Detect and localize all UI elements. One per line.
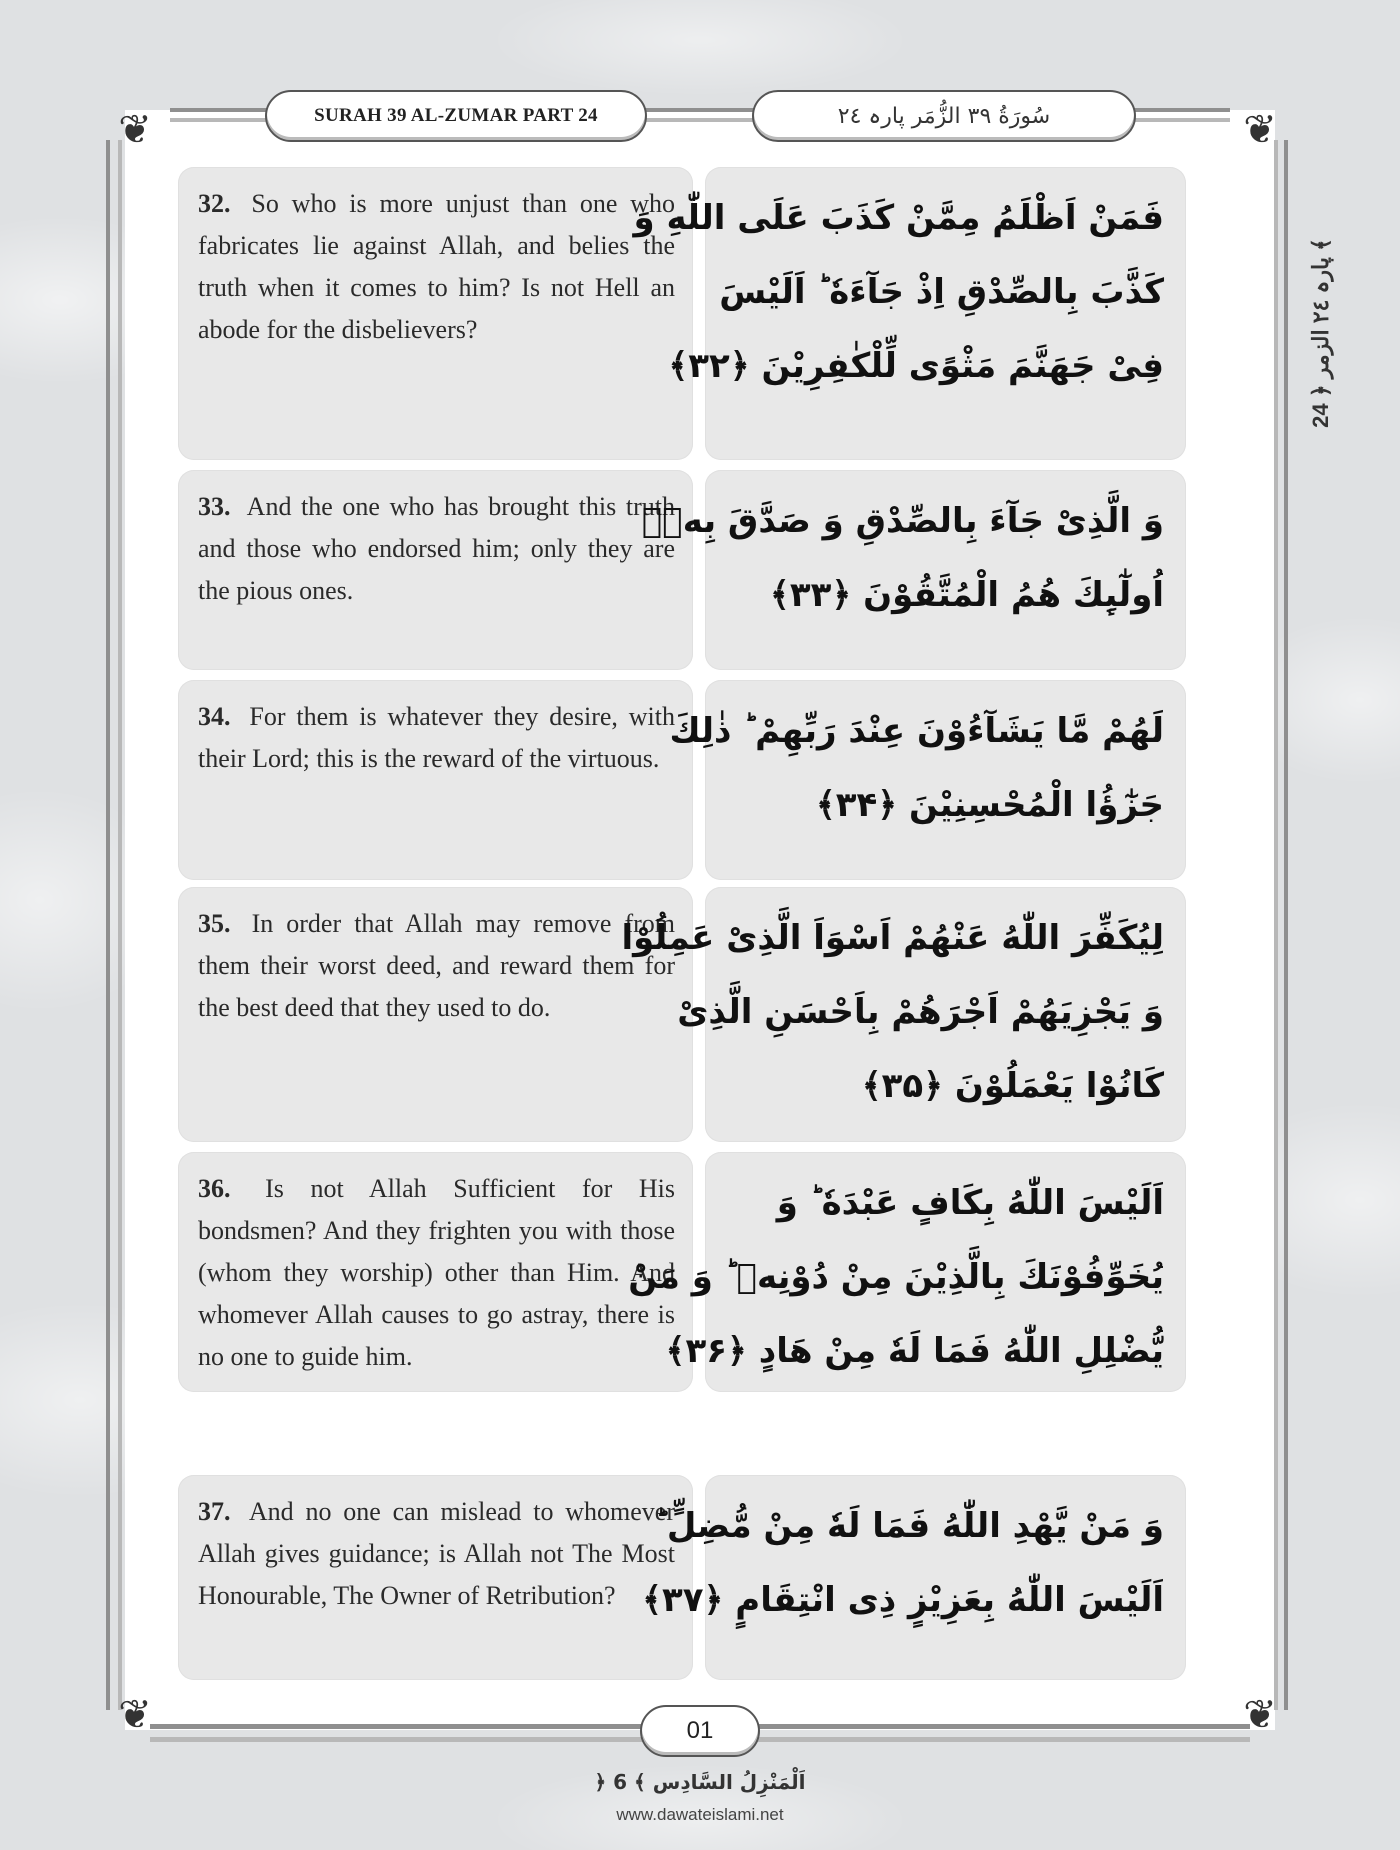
page-number: 01: [686, 1717, 714, 1744]
arabic-line: فَمَنْ اَظْلَمُ مِمَّنْ كَذَبَ عَلَى اللّٰهِ وَ: [633, 198, 1164, 238]
verse-translation-box: [178, 680, 693, 880]
verse-row-34: [178, 680, 1186, 880]
ornament-corner-bottom-left-icon: ❦: [118, 1692, 152, 1737]
page-number-badge: [640, 1705, 760, 1757]
verse-row-35: [178, 887, 1186, 1142]
verse-translation-text: So who is more unjust than one who fabricates lie against Allah, and belies the truth when it comes to him? Is not Hell an abode for the disbelievers?: [198, 189, 675, 344]
verse-translation: [198, 1168, 675, 1378]
manzil-label: ﴿ 6 ﴾ اَلْمَنْزِلُ السَّادِس: [594, 1770, 806, 1794]
verse-translation: [198, 903, 675, 1029]
arabic-line: لِیُكَفِّرَ اللّٰهُ عَنْهُمْ اَسْوَاَ الَّذِیْ عَمِلُوْا: [621, 918, 1164, 958]
arabic-line: اَلَیْسَ اللّٰهُ بِعَزِیْزٍ ذِی انْتِقَامٍ ﴿۳۷﴾: [642, 1580, 1164, 1620]
verse-row-37: [178, 1475, 1186, 1680]
verse-translation-text: In order that Allah may remove from them their worst deed, and reward them for the best deed that they used to do.: [198, 909, 675, 1022]
surah-title-english-text: SURAH 39 AL-ZUMAR PART 24: [314, 105, 598, 126]
arabic-line: اَلَیْسَ اللّٰهُ بِكَافٍ عَبْدَهٗ ؕ وَ: [776, 1183, 1164, 1223]
verse-translation: [198, 1491, 675, 1617]
verse-number: 32.: [198, 189, 231, 218]
verse-arabic-box: [633, 167, 1186, 460]
arabic-line: اُولٰٓىِٕكَ هُمُ الْمُتَّقُوْنَ ﴿۳۳﴾: [769, 575, 1164, 615]
surah-title-english: [265, 90, 647, 142]
arabic-line: كَانُوْا یَعْمَلُوْنَ ﴿۳۵﴾: [861, 1066, 1164, 1106]
verse-translation-text: And no one can mislead to whomever Allah gives guidance; is Allah not The Most Honourable, The Owner of Retribution?: [198, 1497, 675, 1610]
surah-title-arabic: [752, 90, 1136, 142]
arabic-line: یُخَوِّفُوْنَكَ بِالَّذِیْنَ مِنْ دُوْنِهٖ ؕ وَ مَنْ: [628, 1257, 1164, 1297]
verse-translation-text: For them is whatever they desire, with their Lord; this is the reward of the virtuous.: [198, 702, 676, 773]
ornament-corner-top-right-icon: ❦: [1243, 107, 1277, 152]
ornament-corner-bottom-right-icon: ❦: [1243, 1692, 1277, 1737]
verse-translation-box: [178, 887, 693, 1142]
verse-translation-box: [178, 1475, 693, 1680]
verse-arabic-box: [641, 470, 1186, 670]
verse-arabic-box: [621, 887, 1186, 1142]
verse-translation-box: [178, 167, 693, 460]
verse-number: 35.: [198, 909, 231, 938]
frame-right-inner-line: [1274, 140, 1278, 1710]
arabic-line: لَهُمْ مَّا یَشَآءُوْنَ عِنْدَ رَبِّهِمْ ؕ ذٰلِكَ: [669, 711, 1164, 751]
verse-translation-text: And the one who has brought this truth and those who endorsed him; only they are the pious ones.: [198, 492, 675, 605]
frame-right-outer-line: [1284, 140, 1288, 1710]
verse-arabic-box: [642, 1475, 1186, 1680]
verse-arabic-box: [669, 680, 1186, 880]
verse-number: 34.: [198, 702, 231, 731]
verse-translation-box: [178, 470, 693, 670]
verse-translation-text: Is not Allah Sufficient for His bondsmen? And they frighten you with those (whom they worship) other than Him. And whomever Allah causes to go astray, there is no one to guide him.: [198, 1174, 676, 1371]
ornament-corner-top-left-icon: ❦: [118, 107, 152, 152]
arabic-line: وَ یَجْزِیَهُمْ اَجْرَهُمْ بِاَحْسَنِ الَّذِیْ: [677, 992, 1164, 1032]
side-part-text: 24 ﴿ پارہ ٢٤ الزمر ﴾: [1308, 238, 1334, 428]
website-link[interactable]: www.dawateislami.net: [616, 1805, 784, 1824]
surah-title-arabic-text: سُورَةُ ٣٩ الزُّمَر پارہ ٢٤: [837, 103, 1051, 129]
verse-row-32: [178, 167, 1186, 460]
arabic-line: وَ مَنْ یَّهْدِ اللّٰهُ فَمَا لَهٗ مِنْ مُّضِلٍّ ؕ: [654, 1506, 1164, 1546]
verse-row-33: [178, 470, 1186, 670]
frame-left-inner-line: [118, 140, 122, 1710]
side-part-banner: [1298, 168, 1344, 498]
verse-translation: [198, 486, 675, 612]
verse-translation-box: [178, 1152, 693, 1392]
verse-translation: [198, 696, 675, 780]
verse-number: 33.: [198, 492, 231, 521]
arabic-line: فِیْ جَهَنَّمَ مَثْوًى لِّلْكٰفِرِیْنَ ﴿۳۲﴾: [668, 346, 1164, 386]
arabic-line: كَذَّبَ بِالصِّدْقِ اِذْ جَآءَهٗ ؕ اَلَیْسَ: [719, 272, 1164, 312]
verse-number: 36.: [198, 1174, 231, 1203]
arabic-line: یُّضْلِلِ اللّٰهُ فَمَا لَهٗ مِنْ هَادٍ ﴿۳۶﴾: [665, 1331, 1164, 1371]
verse-row-36: [178, 1152, 1186, 1392]
verse-number: 37.: [198, 1497, 231, 1526]
verse-translation: [198, 183, 675, 351]
verse-arabic-box: [628, 1152, 1186, 1392]
arabic-line: وَ الَّذِیْ جَآءَ بِالصِّدْقِ وَ صَدَّقَ بِهٖۤ: [641, 501, 1164, 541]
arabic-line: جَزٰٓؤُا الْمُحْسِنِیْنَ ﴿۳۴﴾: [815, 785, 1164, 825]
frame-left-outer-line: [106, 140, 110, 1710]
